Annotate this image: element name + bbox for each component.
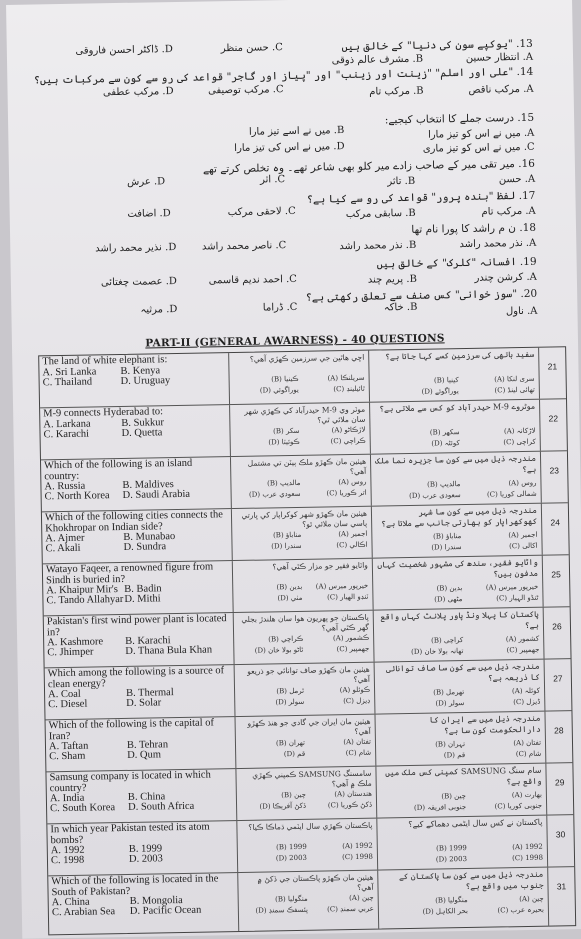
urdu-question-cell [373, 556, 544, 610]
question-text: Which among the following is a source of clean energy? [47, 665, 225, 690]
sindhi-option: سريلنڪا (A) [327, 373, 365, 383]
sindhi-option: ڪراچي (C) [330, 436, 366, 446]
urdu-option: شمالی کوریا (C) [486, 489, 537, 499]
answer-option: A. Coal [47, 688, 81, 701]
sindhi-question-cell [229, 351, 370, 404]
urdu-question-cell [370, 400, 541, 454]
urdu-option: بحیرہ عرب (C) [497, 905, 544, 915]
answer-option: C. Diesel [48, 698, 88, 711]
question-number: 31 [556, 881, 567, 892]
urdu-option: A. حسن [498, 173, 536, 186]
urdu-option: جھمپیر (C) [506, 645, 540, 655]
question-text: In which year Pakistan tested its atom bombs? [50, 821, 210, 846]
urdu-option: A. نذر محمد راشد [459, 237, 537, 251]
answer-option: B. Maldives [122, 479, 174, 491]
question-text: Which of the following cities connects the Khokhropar on Indian side? [44, 509, 223, 534]
sindhi-option: ڪراچي (B) [268, 634, 304, 644]
sindhi-option: اڪالي (C) [336, 540, 368, 550]
answer-option: B. Kenya [120, 364, 161, 377]
sindhi-option: ٽنڊو الهيار (C) [327, 592, 369, 602]
answer-option: C. Akali [45, 542, 81, 555]
sindhi-option: ڏکڻ آفريڪا (D) [259, 801, 307, 811]
english-question-cell [46, 717, 237, 771]
question-text: The land of white elephant is: [42, 354, 168, 368]
urdu-option: 1992 (A) [512, 842, 543, 852]
urdu-option: مناباؤ (B) [433, 532, 462, 541]
urdu-option: C. ناصر محمد راشد [201, 240, 287, 253]
urdu-option: مالدیپ (B) [427, 480, 461, 489]
question-number: 26 [552, 621, 562, 632]
urdu-question-text: واٹایو فقیر، سندھ کی مشہور شخصیت کہاں مدفون ہیں؟ [377, 557, 539, 579]
urdu-option: ڈیزل (C) [513, 697, 541, 707]
sindhi-option: قم (D) [283, 749, 306, 759]
urdu-option: A. مرکب ناقص [468, 83, 534, 96]
english-question-cell [45, 665, 236, 719]
sindhi-option: مٺي (D) [277, 593, 303, 603]
sindhi-option: ڏکڻ ڪوريا (C) [327, 800, 373, 810]
urdu-option: سکھر (B) [429, 428, 460, 437]
urdu-option: C. حسن منظر [220, 42, 283, 55]
urdu-option: B. تاثر [387, 175, 416, 188]
sindhi-option: تفتان (A) [343, 737, 372, 747]
sindhi-question-cell [236, 767, 377, 820]
answer-option: C. Tando Allahyar [46, 593, 124, 607]
sindhi-option: يوراگوئي (D) [259, 385, 299, 395]
urdu-option: D. ڈاکٹر احسن فاروقی [75, 44, 173, 57]
urdu-option: روس (A) [508, 478, 537, 488]
urdu-option: تہران (B) [435, 740, 466, 749]
english-question-cell [47, 821, 238, 875]
urdu-question-cell [377, 816, 548, 870]
urdu-option: A. انتظار حسین [465, 51, 534, 64]
english-question-cell [42, 509, 233, 563]
urdu-option: D. اضافت [127, 208, 171, 220]
answer-option: B. Mongolia [129, 894, 183, 907]
answer-option: D. 2003 [128, 853, 163, 865]
sindhi-option: ڪينيا (B) [271, 374, 299, 384]
sindhi-question-cell [235, 663, 376, 716]
sindhi-option: ٿاڻو بولا خان (D) [254, 645, 304, 655]
question-number: 21 [547, 361, 558, 372]
urdu-question: 16. میر تقی میر کے صاحب زادے میر کلو بھی شاعر تھے۔ وہ تخلص کرتے تھے [202, 157, 535, 176]
answer-option: A. India [49, 792, 85, 805]
urdu-option: B. خاکہ [383, 301, 418, 314]
urdu-option: B. سابقی مرکب [345, 207, 416, 221]
exam-paper [6, 0, 581, 939]
sindhi-option: 1999 (B) [276, 842, 307, 852]
urdu-question-cell [378, 868, 549, 929]
sindhi-option: اجمير (A) [338, 529, 368, 539]
urdu-option: جنوبی افریقہ (D) [413, 803, 467, 812]
sindhi-option: اتر ڪوريا (C) [326, 488, 367, 498]
english-question-cell [39, 353, 230, 407]
answer-option: A. Taftan [48, 740, 89, 753]
urdu-option: کوئلہ (A) [511, 686, 541, 696]
answer-option: B. Thermal [125, 687, 174, 699]
answer-option: B. China [127, 791, 166, 803]
table-row [45, 659, 572, 720]
urdu-option: شام (C) [515, 749, 542, 759]
urdu-option: تفتان (A) [513, 738, 542, 748]
question-number: 28 [553, 725, 564, 736]
table-row [40, 399, 567, 460]
urdu-option: اجمیر (A) [508, 530, 538, 540]
urdu-option: D. مرثیہ [140, 303, 178, 316]
question-number: 24 [550, 517, 560, 528]
urdu-option: لاڑکانہ (A) [503, 426, 536, 436]
table-row [44, 607, 571, 668]
answer-option: D. Sundra [123, 541, 167, 553]
urdu-question-text: پاکستان کا پہلا ونڈ پاور پلانٹ کہاں واقع ہے؟ [380, 609, 540, 630]
part-title: PART-II (GENERAL AWARNESS) - 40 QUESTIONS [145, 332, 445, 350]
urdu-question-cell [369, 348, 540, 402]
question-text: M-9 connects Hyderabad to: [43, 406, 164, 420]
sindhi-option: تهران (B) [275, 738, 306, 748]
urdu-option: قم (D) [443, 751, 466, 760]
table-row [46, 763, 573, 824]
urdu-option: D. عصمت چغتائی [100, 276, 177, 289]
urdu-option: C. احمد ندیم قاسمی [208, 273, 297, 287]
urdu-option: C. مرکب توصیفی [207, 84, 284, 97]
sindhi-option: سولر (D) [275, 697, 305, 707]
sindhi-option: بدين (B) [276, 582, 303, 592]
sindhi-option: عربي سمنڊ (C) [327, 904, 374, 914]
answer-option: C. Karachi [43, 428, 90, 440]
urdu-question-text: مندرجہ ذیل میں سے ایران کا دارالحکومت کون سا ہے؟ [429, 713, 541, 735]
answer-option: C. Arabian Sea [51, 906, 116, 919]
english-question-cell [46, 769, 237, 823]
urdu-option: D. نذیر محمد راشد [95, 242, 177, 255]
question-text: Which of the following is an island country: [43, 457, 193, 482]
sindhi-option: شام (C) [345, 748, 372, 758]
urdu-question-cell [372, 504, 543, 558]
table-row [48, 867, 575, 934]
table-row [47, 815, 574, 876]
table-row [46, 711, 573, 772]
urdu-question-text: پاکستان نے کس سال ایٹمی دھماکے کیے؟ [408, 817, 543, 830]
urdu-option: سندرا (D) [431, 543, 462, 552]
urdu-option: B. نذر محمد راشد [339, 239, 417, 253]
question-text: Which of the following is the capital of Iran? [48, 717, 215, 742]
sindhi-option: چين (A) [349, 893, 374, 903]
sindhi-option: چين (B) [281, 790, 306, 800]
sindhi-option: 2003 (D) [275, 853, 308, 863]
urdu-option: بدین (B) [436, 584, 463, 593]
question-number: 22 [548, 413, 559, 424]
answer-option: A. Kashmore [47, 636, 104, 649]
question-number: 27 [553, 673, 563, 684]
sindhi-question-cell [236, 715, 377, 768]
table-row [43, 555, 570, 616]
urdu-option: یوراگوئے (D) [421, 387, 459, 396]
urdu-question-text: موٹروے M-9 حیدرآباد کو کس سے ملاتی ہے؟ [379, 401, 536, 414]
sindhi-option: ڊيزل (C) [343, 696, 371, 706]
urdu-option: B. مرکب تام [369, 85, 424, 98]
answer-option: C. Thailand [42, 375, 93, 388]
sindhi-option: سعودي عرب (D) [248, 489, 301, 499]
sindhi-question-text: واٽايو فقير جو مزار ڪٿي آهي؟ [272, 560, 368, 572]
sindhi-question-text: سامسنگ SAMSUNG ڪمپني ڪهڙي ملڪ ۾ آهي؟ [252, 768, 372, 789]
urdu-question-text: سفید ہاتھی کی سرزمین کسے کہا جاتا ہے؟ [385, 349, 535, 362]
urdu-option: بحر الکاہل (D) [422, 907, 468, 916]
urdu-question: 18. ن م راشد کا پورا نام تھا [411, 221, 537, 236]
urdu-option: چین (B) [441, 792, 466, 801]
answer-option: D. Mithi [124, 593, 161, 605]
urdu-question-text: مندرجہ ذیل میں سے کون سا جزیرہ نما ملک ہے؟ [375, 453, 537, 474]
sindhi-option: ٿرمل (B) [276, 686, 305, 696]
sindhi-question-text: موٽر وي M-9 حيدرآباد کي ڪهڙي شهر سان ملائي ٿي؟ [244, 404, 366, 425]
table-row [42, 503, 569, 564]
urdu-option: D. عرش [126, 176, 166, 188]
sindhi-option: خيرپور ميرس (A) [315, 581, 369, 591]
urdu-option: خیرپور میرس (A) [485, 582, 539, 592]
sindhi-option: سکر (B) [273, 426, 300, 436]
answer-option: A. Ajmer [45, 532, 85, 545]
urdu-question: 17. لفظ "بندہ پرور" قواعد کی رو سے کیا ہے؟ [306, 189, 536, 206]
answer-option: C. 1998 [50, 854, 85, 867]
english-question-cell [48, 873, 239, 934]
urdu-option: ٹنڈو الہیار (C) [496, 593, 539, 603]
urdu-question-cell [375, 660, 546, 714]
sindhi-question-text: هيٺين مان ڪهڙو شهر کوکراپار کي ڀارتي پاسي سان ملائي ٿو؟ [241, 508, 368, 529]
english-question-cell [43, 561, 234, 615]
answer-option: B. Sukkur [121, 416, 165, 429]
urdu-option: کوئٹہ (D) [431, 439, 460, 448]
urdu-option: C. لاحقی مرکب [227, 205, 296, 219]
english-question-cell [44, 613, 235, 667]
sindhi-option: 1998 (C) [342, 852, 374, 862]
answer-option: D. Uruguay [120, 374, 171, 387]
urdu-question-text: مندرجہ ذیل میں سے کون سا صاف توانائی کا ذریعہ ہے؟ [385, 661, 540, 683]
answer-option: C. South Korea [49, 802, 116, 815]
answer-option: B. Badin [124, 583, 162, 595]
urdu-option: چین (A) [519, 894, 544, 904]
urdu-question-text: مندرجہ ذیل میں سے کون سا شہر کھوکھراپار کو بھارتی جانب سے ملاتا ہے؟ [381, 505, 538, 528]
urdu-question-text: سام سنگ SAMSUNG کمپنی کس ملک میں واقع ہے؟ [385, 765, 542, 786]
answer-option: D. Thana Bula Khan [125, 644, 213, 657]
answer-option: A. Khaipur Mir's [46, 584, 118, 597]
urdu-option: کشمور (A) [505, 634, 540, 644]
sindhi-question-cell [237, 819, 378, 872]
answer-option: A. 1992 [50, 844, 85, 857]
urdu-section [7, 29, 578, 339]
sindhi-question-text: اڇي هاٿين جي سرزمين ڪهڙي آهي؟ [249, 352, 365, 364]
answer-option: B. Tehran [126, 739, 169, 751]
urdu-option: سری لنکا (A) [494, 374, 535, 384]
sindhi-option: ڪوئلو (A) [339, 685, 371, 695]
sindhi-question-cell [234, 611, 375, 664]
sindhi-option: ڪشمور (A) [332, 633, 370, 643]
urdu-option: D. مرکب عطفی [102, 86, 174, 99]
urdu-option: A. ناول [505, 305, 538, 318]
answer-option: A. China [51, 896, 90, 909]
urdu-option: C. اثر [259, 174, 286, 186]
questions-table [38, 346, 576, 935]
urdu-question: 14. "علی اور اسلم" "زینت اور زینب" اور "پیاز اور گاجر" قواعد کی رو سے کون سے مرکبات ہیں؟ [33, 65, 534, 87]
english-question-cell [41, 457, 232, 511]
sindhi-option: پئسفڪ سمنڊ (D) [255, 905, 308, 915]
question-number: 23 [549, 465, 560, 476]
answer-option: B. 1999 [128, 843, 163, 855]
urdu-question: 13. "یوکپے سون کی دنیا" کے خالق ہیں [341, 37, 533, 54]
urdu-option: A. کرشن چندر [474, 271, 537, 284]
urdu-option: مٹھی (D) [434, 595, 463, 604]
urdu-option: D. میں نے اس کی تیز مارا [234, 141, 345, 154]
answer-option: D. Quetta [121, 426, 163, 439]
answer-option: C. Jhimper [47, 646, 94, 659]
answer-option: C. Sham [49, 750, 86, 763]
urdu-option: منگولیا (B) [435, 896, 468, 905]
urdu-question-cell [371, 452, 542, 506]
sindhi-option: ڪوئيٽا (D) [268, 437, 300, 447]
question-text: Watayo Faqeer, a renowned figure from Sindh is buried in? [45, 561, 214, 586]
answer-option: A. Russia [44, 480, 86, 493]
urdu-question-text: مندرجہ ذیل میں سے کون سا پاکستان کے جنوب میں واقع ہے؟ [398, 869, 544, 891]
urdu-option: کراچی (B) [430, 636, 464, 645]
urdu-option: 2003 (D) [435, 855, 468, 864]
sindhi-option: لاڙڪاڻو (A) [331, 425, 366, 435]
english-question-cell [40, 405, 231, 459]
sindhi-option: روس (A) [338, 477, 367, 487]
answer-option: B. Karachi [125, 635, 171, 647]
sindhi-question-text: هيٺين مان ايران جي گادي جو هنڌ ڪهڙو آهي؟ [247, 716, 371, 736]
sindhi-question-text: هيٺين مان ڪهڙو صاف توانائي جو ذريعو آهي؟ [247, 664, 370, 684]
urdu-option: 1998 (C) [512, 853, 544, 863]
urdu-question: 15. درست جملے کا انتخاب کیجیے: [384, 111, 535, 127]
sindhi-option: ٿائيلينڊ (C) [333, 384, 365, 394]
question-number: 30 [555, 829, 566, 840]
question-number: 29 [554, 777, 565, 788]
answer-option: D. Qum [127, 749, 162, 761]
answer-option: D. Solar [126, 697, 162, 709]
question-number: 25 [551, 569, 561, 580]
urdu-option: اکالی (C) [509, 541, 538, 551]
urdu-option: تھرمل (B) [433, 688, 465, 697]
question-text: Samsung company is located in which country? [49, 769, 211, 794]
urdu-question: 20. "سوز خوانی" کس صنف سے تعلق رکھتی ہے؟ [305, 287, 538, 304]
urdu-option: سولر (D) [435, 699, 465, 708]
sindhi-option: هندستان (A) [334, 789, 372, 799]
answer-option: D. Saudi Arabia [122, 488, 191, 501]
sindhi-option: سندرا (D) [271, 541, 302, 551]
urdu-option: C. ڈراما [262, 301, 298, 314]
urdu-question-cell [375, 712, 546, 766]
urdu-option: A. مرکب تام [481, 205, 536, 218]
urdu-option: B. میں نے اسے تیز مارا [248, 125, 345, 138]
urdu-option: A. میں نے اس کو تیز مارا [427, 127, 535, 141]
sindhi-question-cell [231, 455, 372, 508]
urdu-option: تھانہ بولا خان (D) [411, 647, 464, 656]
sindhi-question-text: پاڪستان جو پهريون هوا سان هلندڙ بجلي گهر ڪٿي آهي؟ [241, 612, 370, 633]
answer-option: B. Munabao [123, 531, 176, 543]
urdu-option: تھائی لینڈ (C) [494, 385, 535, 395]
sindhi-option: منگوليا (B) [275, 894, 308, 904]
urdu-option: بھارت (A) [511, 790, 542, 800]
urdu-option: کراچی (C) [503, 437, 536, 447]
sindhi-option: 1992 (A) [342, 841, 373, 851]
sindhi-option: مالديپ (B) [267, 478, 301, 488]
sindhi-option: جهمپير (C) [336, 644, 370, 654]
table-row [39, 347, 566, 408]
urdu-question: 19. افسانہ "کلرک" کے خالق ہیں [376, 255, 537, 271]
urdu-question-cell [374, 608, 545, 662]
answer-option: D. South Africa [127, 800, 195, 813]
urdu-question-cell [376, 764, 547, 818]
urdu-option: سعودی عرب (D) [408, 491, 461, 500]
answer-option: D. Pacific Ocean [129, 904, 202, 917]
sindhi-question-cell [232, 507, 373, 560]
urdu-option: B. پریم چند [367, 273, 417, 286]
question-text: Which of the following is located in the South of Pakistan? [51, 873, 219, 898]
table-row [41, 451, 568, 512]
answer-option: A. Sri Lanka [42, 365, 97, 378]
sindhi-question-text: پاڪستان ڪهڙي سال ايٽمي ڌماڪا ڪيا؟ [248, 820, 373, 832]
sindhi-question-cell [230, 403, 371, 456]
urdu-option: 1999 (B) [436, 844, 467, 853]
answer-option: C. North Korea [44, 490, 110, 503]
urdu-option: B. مشرف عالم ذوقی [331, 53, 424, 67]
urdu-option: جنوبی کوریا (C) [494, 801, 543, 811]
urdu-option: C. میں نے اس کو تیز ماری [422, 141, 535, 155]
sindhi-question-text: هيٺين مان ڪهڙو ملڪ ٻيٽن تي مشتمل آهي؟ [247, 456, 367, 477]
sindhi-option: مناباؤ (B) [272, 530, 302, 540]
question-text: Pakistan's first wind power plant is located in? [46, 613, 227, 638]
urdu-option: کینیا (B) [433, 376, 459, 385]
sindhi-question-cell [233, 559, 374, 612]
sindhi-question-text: هيٺين مان ڪهڙو پاڪستان جي ڏکڻ ۾ آهي؟ [257, 872, 374, 892]
sindhi-question-cell [238, 871, 379, 931]
answer-option: A. Larkana [43, 418, 91, 430]
